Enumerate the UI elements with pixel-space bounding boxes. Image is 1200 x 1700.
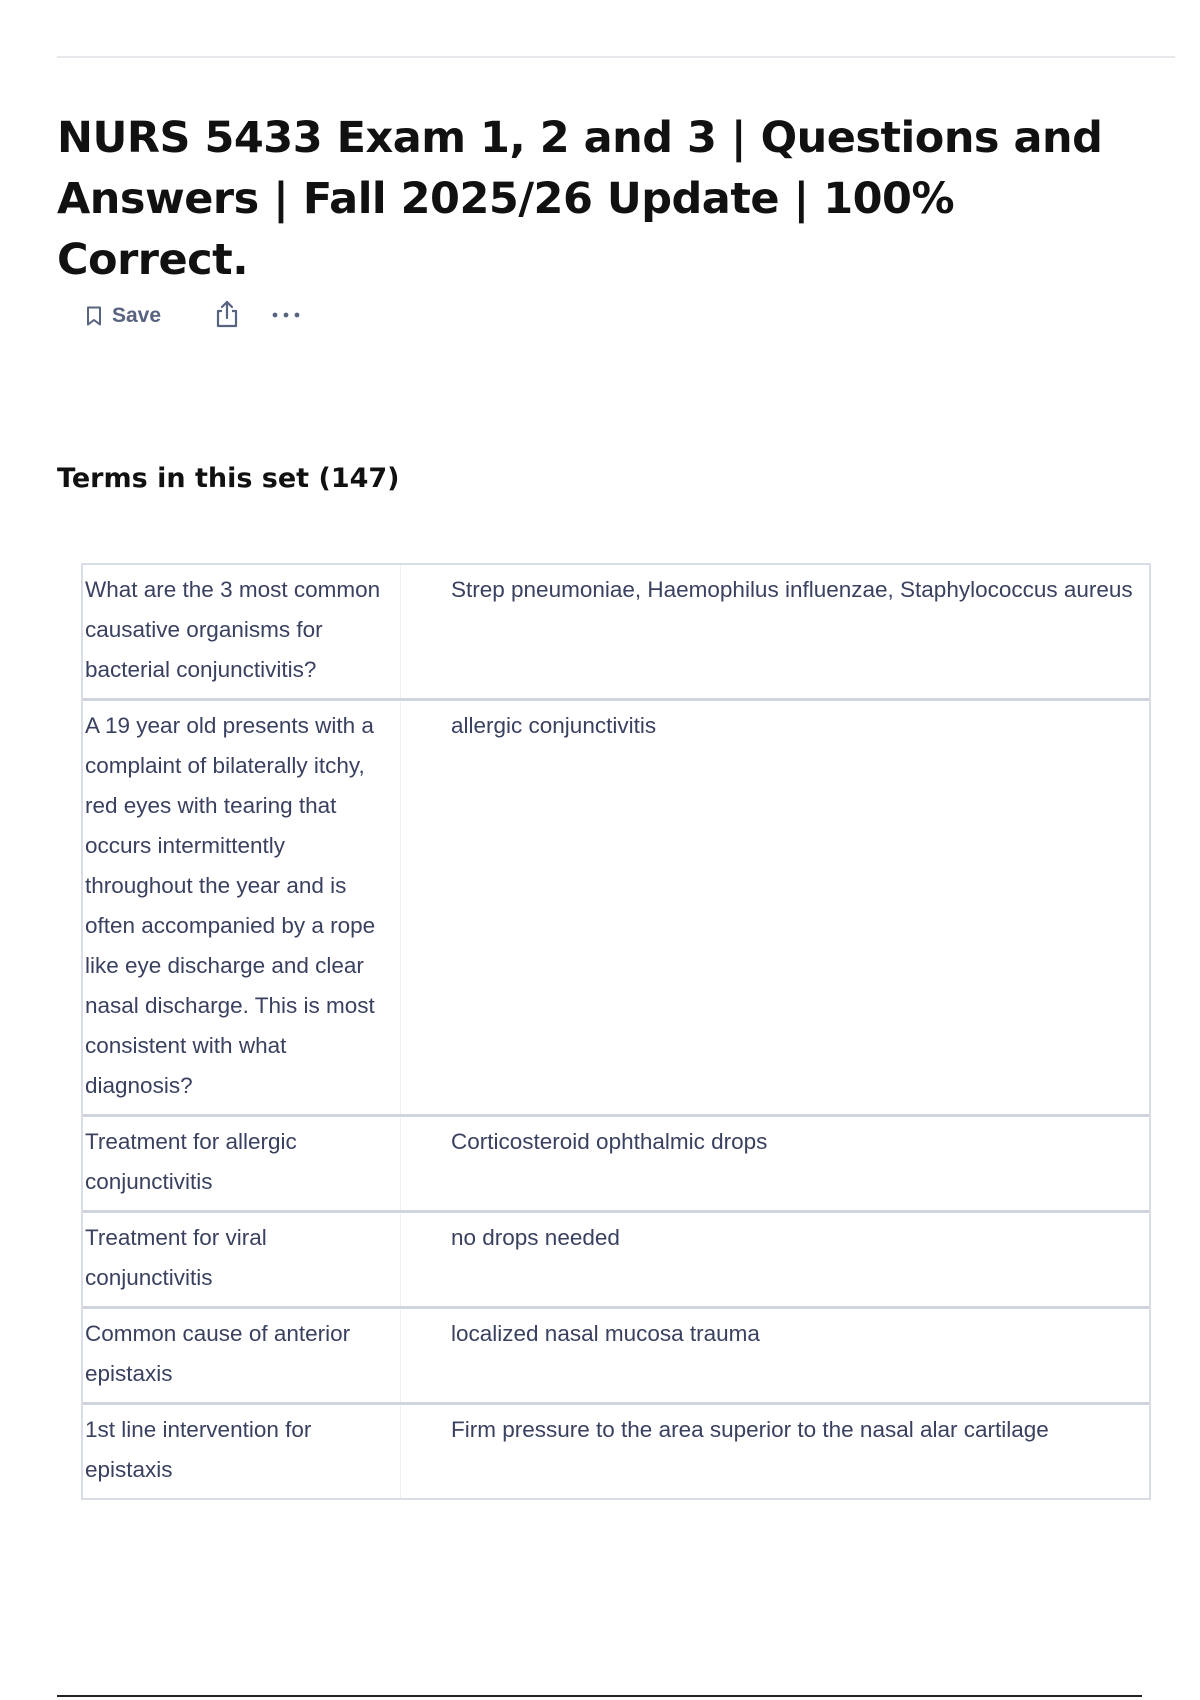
definition-text: localized nasal mucosa trauma [451,1321,760,1346]
more-options-button[interactable] [271,307,301,325]
share-icon [213,299,241,334]
term-row [83,565,1149,698]
definition-text: allergic conjunctivitis [451,713,657,738]
bottom-divider [57,1695,1142,1697]
definition-text: Strep pneumoniae, Haemophilus influenzae, Staphylococcus aureus [451,577,1133,602]
bookmark-icon [86,306,102,326]
more-options-icon [271,307,301,325]
top-divider [57,56,1175,58]
term-row [83,1306,1149,1402]
term-row [83,698,1149,1114]
term-text: 1st line intervention for epistaxis [83,1405,401,1498]
term-row [83,1402,1149,1498]
save-button[interactable] [86,304,161,328]
term-row [83,1114,1149,1210]
term-row [83,1210,1149,1306]
term-text: A 19 year old presents with a complaint of bilaterally itchy, red eyes with tearing that occurs intermittently throughout the year and is often accompanied by a rope like eye discharge and clear nasal discharge. This is most consistent with what diagnosis? [83,701,401,1114]
share-button[interactable] [213,299,241,334]
action-bar [86,296,301,336]
definition-text: Corticosteroid ophthalmic drops [451,1129,768,1154]
definition-text: no drops needed [451,1225,620,1250]
term-text: Treatment for viral conjunctivitis [83,1213,401,1306]
set-title: NURS 5433 Exam 1, 2 and 3 | Questions and Answers | Fall 2025/26 Update | 100% Correct. [57,113,1103,285]
definition-text: Firm pressure to the area superior to the nasal alar cartilage [451,1417,1049,1442]
term-text: Treatment for allergic conjunctivitis [83,1117,401,1210]
term-text: Common cause of anterior epistaxis [83,1309,401,1402]
terms-table [81,563,1151,1500]
terms-heading: Terms in this set (147) [57,463,400,494]
term-text: What are the 3 most common causative organisms for bacterial conjunctivitis? [83,565,401,698]
save-button-label: Save [112,304,162,327]
